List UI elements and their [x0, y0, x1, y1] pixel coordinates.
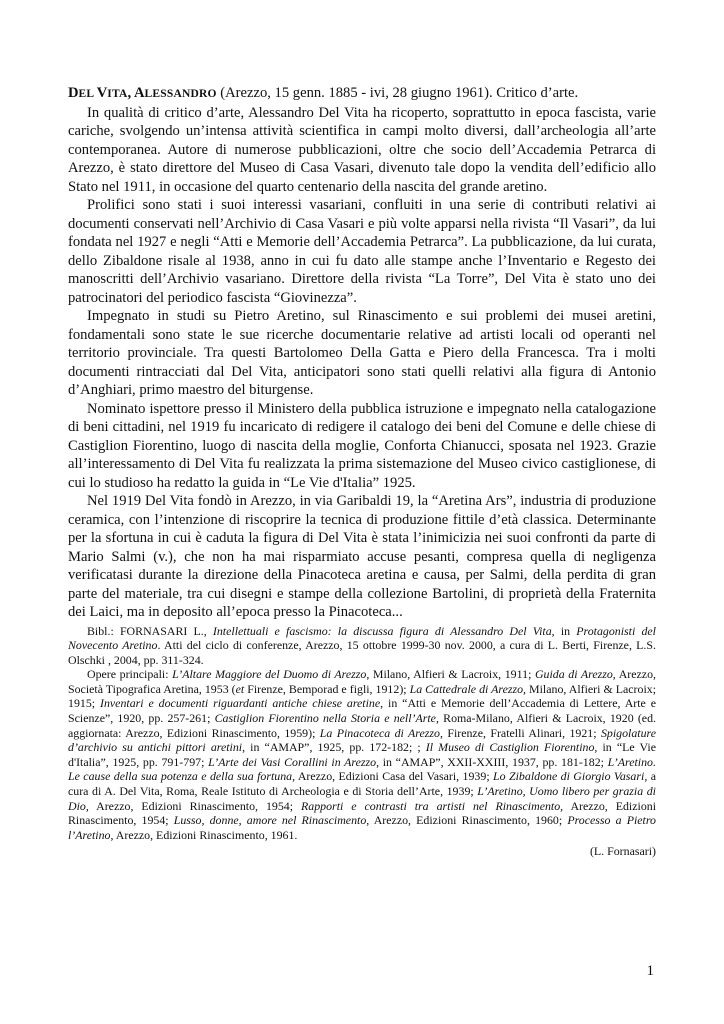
- document-page: [68, 84, 656, 859]
- bibliography: Bibl.: FORNASARI L., Intellettuali e fascismo: la discussa figura di Alessandro Del Vita, in Protagonisti del Novecento Aretino. Atti del ciclo di conferenze, Arezzo, 15 ottobre 1999-30 nov. 2000, a cura di L. Berti, Firenze, L.S. Olschki , 2004, pp. 311-324.: [68, 623, 656, 667]
- entry-body: [68, 84, 656, 622]
- entry-heading: [68, 84, 656, 104]
- references: [68, 624, 656, 860]
- paragraph: Impegnato in studi su Pietro Aretino, sul Rinascimento e sui problemi dei musei aretini, fondamentali sono state le sue ricerche documentarie relative ad artisti locali od operanti nel territorio provinciale. Tra questi Bartolomeo Della Gatta e Piero della Francesca. Tra i molti documenti rintracciati dal Del Vita, anticipatori sono stati quelli relativi alla figura di Antonio d’Anghiari, primo maestro del biturgense.: [68, 308, 656, 398]
- paragraph: Nominato ispettore presso il Ministero della pubblica istruzione e impegnato nella catalogazione di beni cittadini, nel 1919 fu incaricato di redigere il catalogo dei beni del Comune e delle chiese di Castiglion Fiorentino, luogo di nascita della moglie, Conforta Chianucci, sposata nel 1923. Grazie all’interessamento di Del Vita fu realizzata la prima sistemazione del Museo civico castiglionese, di cui lo studioso ha redatto la guida in “Le Vie d'Italia” 1925.: [68, 400, 656, 491]
- page-number: 1: [646, 963, 654, 979]
- author-signature: (L. Fornasari): [589, 844, 656, 859]
- paragraph: In qualità di critico d’arte, Alessandro Del Vita ha ricoperto, soprattutto in epoca fascista, varie cariche, svolgendo un’intensa attività scientifica in campi molto diversi, dall’archeologia all’arte contemporanea. Autore di numerose pubblicazioni, oltre che socio dell’Accademia Petrarca di Arezzo, è stato direttore del Museo di Casa Vasari, divenuto tale dopo la vendita dell’edificio allo Stato nel 1911, in occasione del quarto centenario della nascita del grande aretino.: [68, 104, 656, 195]
- entry-name: DEL VITA, ALESSANDRO: [68, 85, 217, 101]
- entry-dates: (Arezzo, 15 genn. 1885 - ivi, 28 giugno 1961). Critico d’arte.: [216, 85, 579, 101]
- paragraph: Prolifici sono stati i suoi interessi vasariani, confluiti in una serie di contributi relativi ai documenti conservati nell’Archivio di Casa Vasari e più volte apparsi nella rivista “Il Vasari”, da lui fondata nel 1927 e negli “Atti e Memorie dell’Accademia Petrarca”. La pubblicazione, da lui curata, dello Zibaldone risale al 1938, anno in cui fu dato alle stampe anche l’Inventario e Regesto dei manoscritti dell’Archivio vasariano. Direttore della rivista “La Torre”, Del Vita è stato uno dei patrocinatori del periodico fascista “Giovinezza”.: [68, 197, 656, 306]
- principal-works: Opere principali: L’Altare Maggiore del Duomo di Arezzo, Milano, Alfieri & Lacroix, 1911; Guida di Arezzo, Arezzo, Società Tipografica Aretina, 1953 (et Firenze, Bemporad e figli, 1912); La Cattedrale di Arezzo, Milano, Alfieri & Lacroix; 1915; Inventari e documenti riguardanti antiche chiese aretine, in “Atti e Memorie dell’Accademia di Lettere, Arte e Scienze”, 1920, pp. 257-261; Castiglion Fiorentino nella Storia e nell’Arte, Roma-Milano, Alfieri & Lacroix, 1920 (ed. aggiornata: Arezzo, Edizioni Rinascimento, 1959); La Pinacoteca di Arezzo, Firenze, Fratelli Alinari, 1921; Spigolature d’archivio su antichi pittori aretini, in “AMAP”, 1925, pp. 172-182; ; Il Museo di Castiglion Fiorentino, in “Le Vie d'Italia”, 1925, pp. 791-797; L’Arte dei Vasi Corallini in Arezzo, in “AMAP”, XXII-XXIII, 1937, pp. 181-182; L’Aretino. Le cause della sua potenza e della sua fortuna, Arezzo, Edizioni Casa del Vasari, 1939; Lo Zibaldone di Giorgio Vasari, a cura di A. Del Vita, Roma, Reale Istituto di Archeologia e di Storia dell’Arte, 1939; L’Aretino, Uomo libero per grazia di Dio, Arezzo, Edizioni Rinascimento, 1954; Rapporti e contrasti tra artisti nel Rinascimento, Arezzo, Edizioni Rinascimento, 1954; Lusso, donne, amore nel Rinascimento, Arezzo, Edizioni Rinascimento, 1960; Processo a Pietro l’Aretino, Arezzo, Edizioni Rinascimento, 1961.: [68, 667, 657, 842]
- paragraph: Nel 1919 Del Vita fondò in Arezzo, in via Garibaldi 19, la “Aretina Ars”, industria di produzione ceramica, con l’intenzione di riscoprire la tecnica di produzione fittile d’età classica. Determinante per la sfortuna in cui è caduta la figura di Del Vita è stata l’inimicizia nei suoi confronti da parte di Mario Salmi (v.), che non ha mai risparmiato accuse pesanti, compresa quella di negligenza verificatasi durante la direzione della Pinacoteca aretina e causa, per Salmi, della perdita di gran parte del materiale, tra cui disegni e stampe della collezione Bartolini, di proprietà della Fraternita dei Laici, ma in deposito all’epoca presso la Pinacoteca...: [68, 493, 656, 620]
